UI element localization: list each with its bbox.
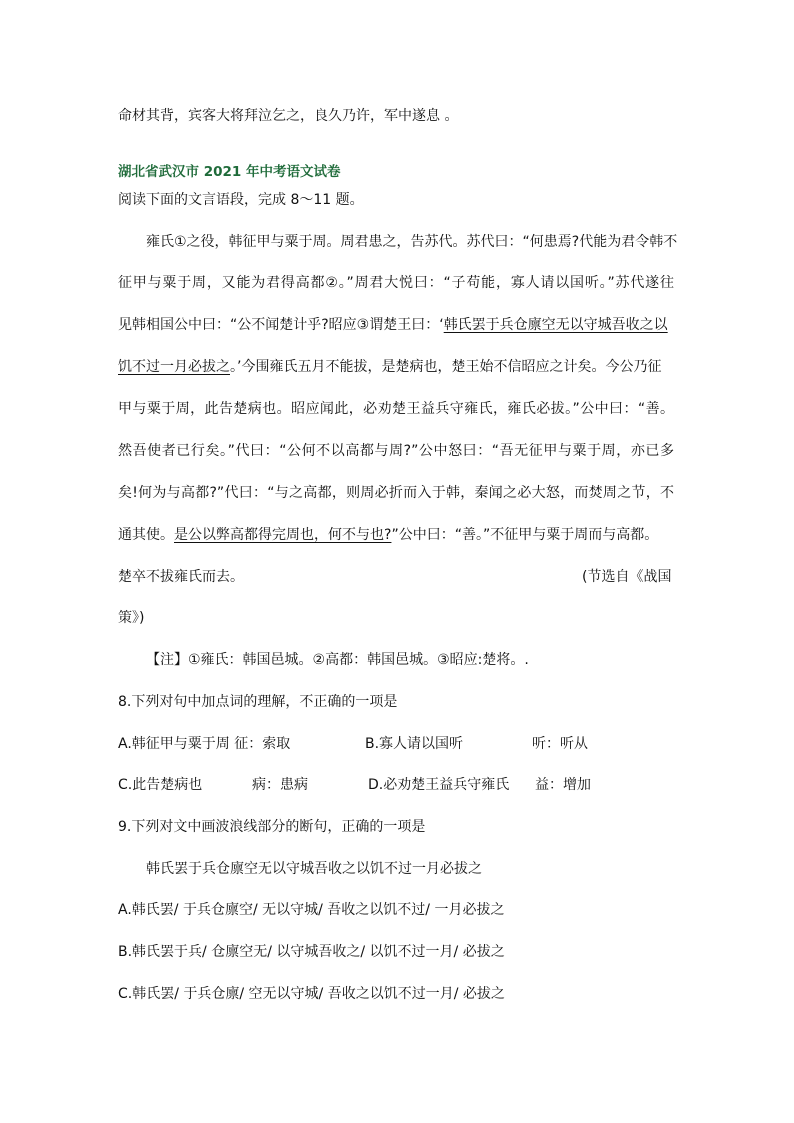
passage-line-8 <box>118 525 658 545</box>
passage-text: 。’今围雍氏五月不能拔，是楚病也，楚王始不信昭应之计矣。今公乃征 <box>230 359 662 375</box>
q8-options-row-2 <box>118 775 678 795</box>
passage-text: 见韩相国公中曰：“公不闻楚计乎?昭应③谓楚王曰：‘ <box>118 317 444 333</box>
passage-line-5: 甲与粟于周，此告楚病也。昭应闻此，必劝楚王益兵守雍氏，雍氏必拔。”公中曰：“善。 <box>118 401 674 417</box>
wavy-underlined-sentence: 韩氏罢于兵仓廪空无以守城吾收之以 <box>443 317 668 333</box>
passage-line-1: 雍氏①之役，韩征甲与粟于周。周君患之，告苏代。苏代曰：“何患焉?代能为君令韩不 <box>146 234 678 250</box>
question-9: 9.下列对文中画波浪线部分的断句，正确的一项是 <box>118 819 426 835</box>
text-line-1: 命材其背，宾客大将拜泣乞之，良久乃许，军中遂息 。 <box>118 108 459 124</box>
q9-sentence: 韩氏罢于兵仓廪空无以守城吾收之以饥不过一月必拔之 <box>146 861 482 877</box>
q8-option-d: D.必劝楚王益兵守雍氏 <box>368 777 510 793</box>
passage-line-7: 矣!何为与高都?”代曰：“与之高都，则周必折而入于韩，秦闻之必大怒，而焚周之节，不 <box>118 485 674 501</box>
q8-option-b-meaning: 听：听从 <box>532 736 588 752</box>
section-heading: 湖北省武汉市 2021 年中考语文试卷 <box>118 164 341 180</box>
source-citation: (节选自《战国 <box>582 569 672 585</box>
q8-option-c-meaning: 病：患病 <box>252 777 308 793</box>
q9-option-c: C.韩氏罢/ 于兵仓廪/ 空无以守城/ 吾收之以饥不过一月/ 必拔之 <box>118 986 505 1002</box>
annotation-note: 【注】①雍氏：韩国邑城。②高都：韩国邑城。③昭应:楚将。. <box>146 652 529 668</box>
passage-line-3 <box>118 315 668 335</box>
q8-options-row-1 <box>118 734 678 754</box>
passage-line-2: 征甲与粟于周，又能为君得高都②。”周君大悦曰：“子苟能，寡人请以国听。”苏代遂往 <box>118 275 674 291</box>
passage-text: ”公中曰：“善。”不征甲与粟于周而与高都。 <box>391 527 659 543</box>
underlined-sentence: 是公以弊高都得完周也，何不与也? <box>174 527 392 543</box>
instruction-text: 阅读下面的文言语段，完成 8～11 题。 <box>118 192 364 208</box>
q8-option-b: B.寡人请以国听 <box>365 736 464 752</box>
q9-option-a: A.韩氏罢/ 于兵仓廪空/ 无以守城/ 吾收之以饥不过/ 一月必拔之 <box>118 902 505 918</box>
passage-line-4 <box>118 357 661 377</box>
passage-text: 通其使。 <box>118 527 174 543</box>
q8-option-d-meaning: 益：增加 <box>535 777 591 793</box>
passage-line-6: 然吾使者已行矣。”代曰：“公何不以高都与周?”公中怒曰：“吾无征甲与粟于周，亦已多 <box>118 443 674 459</box>
q8-option-c: C.此告楚病也 <box>118 777 203 793</box>
q8-option-a: A.韩征甲与粟于周 征：索取 <box>118 736 291 752</box>
wavy-underlined-sentence-end: 饥不过一月必拔之 <box>118 359 230 375</box>
q9-option-b: B.韩氏罢于兵/ 仓廪空无/ 以守城吾收之/ 以饥不过一月/ 必拔之 <box>118 944 505 960</box>
source-citation-end: 策》) <box>118 610 145 626</box>
passage-line-9: 楚卒不拔雍氏而去。 <box>118 569 244 585</box>
question-8: 8.下列对句中加点词的理解，不正确的一项是 <box>118 694 398 710</box>
